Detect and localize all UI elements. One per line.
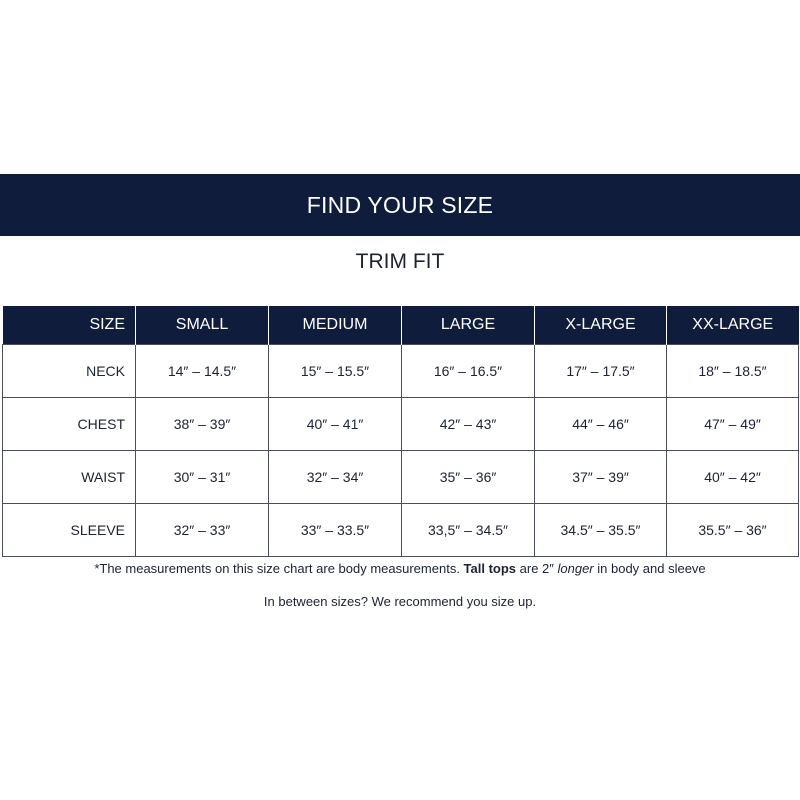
table-cell: 14″ – 14.5″ [136,345,269,398]
table-cell: 35.5″ – 36″ [667,504,799,557]
row-label: NECK [3,345,136,398]
table-row-sleeve [3,504,799,557]
table-cell: 34.5″ – 35.5″ [535,504,667,557]
table-cell: 18″ – 18.5″ [667,345,799,398]
table-cell: 47″ – 49″ [667,398,799,451]
table-cell: 17″ – 17.5″ [535,345,667,398]
size-up-note: In between sizes? We recommend you size up. [263,594,537,609]
table-cell: 38″ – 39″ [136,398,269,451]
header-size: SIZE [3,306,136,345]
note-mid: are 2″ [516,561,558,576]
table-cell: 32″ – 33″ [136,504,269,557]
note-suffix: in body and sleeve [593,561,706,576]
row-label: CHEST [3,398,136,451]
table-cell: 30″ – 31″ [136,451,269,504]
table-cell: 32″ – 34″ [269,451,402,504]
fit-label: TRIM FIT [355,250,445,273]
row-label: SLEEVE [3,504,136,557]
table-cell: 15″ – 15.5″ [269,345,402,398]
table-row-chest [3,398,799,451]
measurement-note [0,561,800,576]
table-cell: 37″ – 39″ [535,451,667,504]
table-cell: 33″ – 33.5″ [269,504,402,557]
row-label: WAIST [3,451,136,504]
note-italic: longer [557,561,594,576]
table-cell: 33,5″ – 34.5″ [402,504,535,557]
table-cell: 16″ – 16.5″ [402,345,535,398]
table-cell: 35″ – 36″ [402,451,535,504]
note-prefix: *The measurements on this size chart are body measurements. [94,561,464,576]
table-cell: 42″ – 43″ [402,398,535,451]
header-small: SMALL [136,306,269,345]
table-header-row [3,306,799,345]
header-large: LARGE [402,306,535,345]
note-bold: Tall tops [463,561,517,576]
size-chart-table [2,306,799,557]
table-cell: 40″ – 41″ [269,398,402,451]
header-x-large: X-LARGE [535,306,667,345]
header-medium: MEDIUM [269,306,402,345]
table-row-waist [3,451,799,504]
table-cell: 44″ – 46″ [535,398,667,451]
banner-title: FIND YOUR SIZE [306,191,494,218]
header-xx-large: XX-LARGE [667,306,799,345]
table-cell: 40″ – 42″ [667,451,799,504]
table-row-neck [3,345,799,398]
find-your-size-banner [0,174,800,236]
